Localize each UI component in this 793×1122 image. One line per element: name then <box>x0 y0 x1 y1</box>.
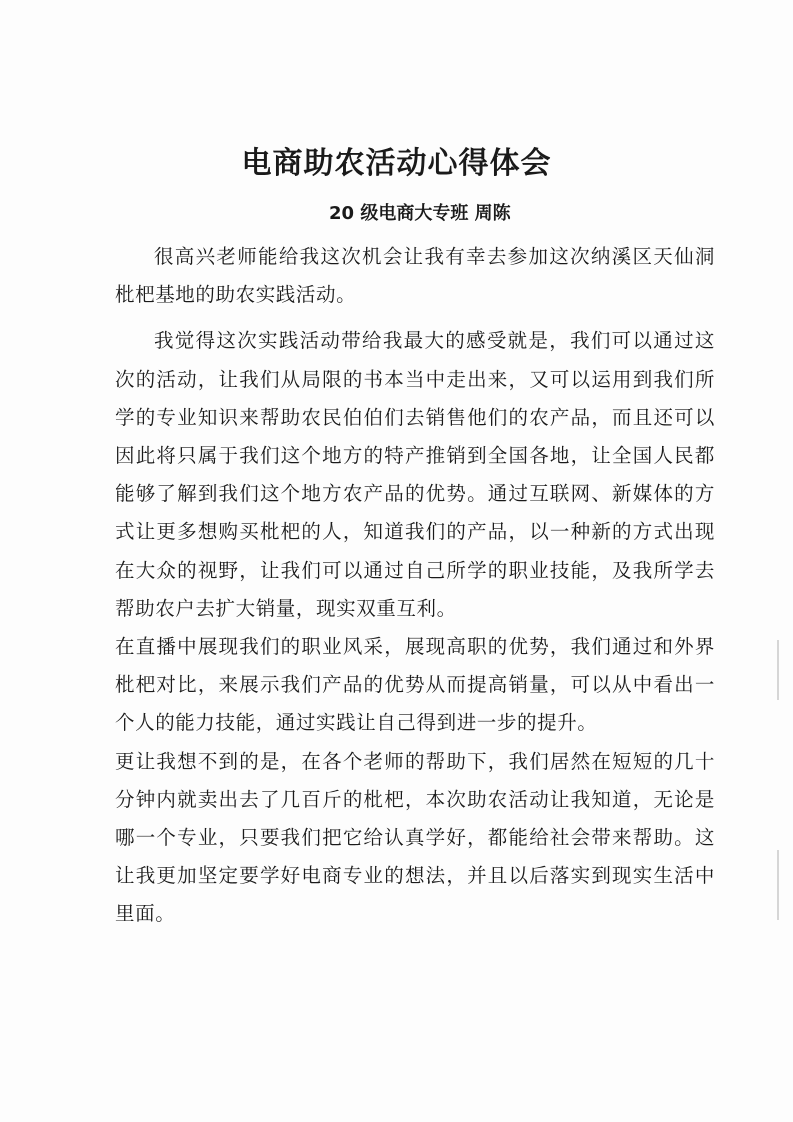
scan-edge-mark <box>777 850 779 920</box>
document-title: 电商助农活动心得体会 <box>241 146 552 181</box>
document-body <box>115 238 715 934</box>
paragraph-4: 更让我想不到的是，在各个老师的帮助下，我们居然在短短的几十分钟内就卖出去了几百斤的枇杷，本次助农活动让我知道，无论是哪一个专业，只要我们把它给认真学好，都能给社会带来帮助。这让我更加坚定要学好电商专业的想法，并且以后落实到现实生活中里面。 <box>115 749 715 926</box>
paragraph-3: 在直播中展现我们的职业风采，展现高职的优势，我们通过和外界枇杷对比，来展示我们产品的优势从而提高销量，可以从中看出一个人的能力技能，通过实践让自己得到进一步的提升。 <box>115 635 715 735</box>
paragraph-spacer <box>115 314 715 322</box>
scan-edge-mark <box>777 640 779 700</box>
author-line: 20 级电商大专班 周陈 <box>329 203 511 224</box>
paragraph-2: 我觉得这次实践活动带给我最大的感受就是，我们可以通过这次的活动，让我们从局限的书本当中走出来，又可以运用到我们所学的专业知识来帮助农民伯伯们去销售他们的农产品，而且还可以因此将只属于我们这个地方的特产推销到全国各地，让全国人民都能够了解到我们这个地方农产品的优势。通过互联网、新媒体的方式让更多想购买枇杷的人，知道我们的产品，以一种新的方式出现在大众的视野，让我们可以通过自己所学的职业技能，及我所学去帮助农户去扩大销量，现实双重互利。 <box>115 329 715 620</box>
paragraph-1: 很高兴老师能给我这次机会让我有幸去参加这次纳溪区天仙洞枇杷基地的助农实践活动。 <box>115 245 715 307</box>
